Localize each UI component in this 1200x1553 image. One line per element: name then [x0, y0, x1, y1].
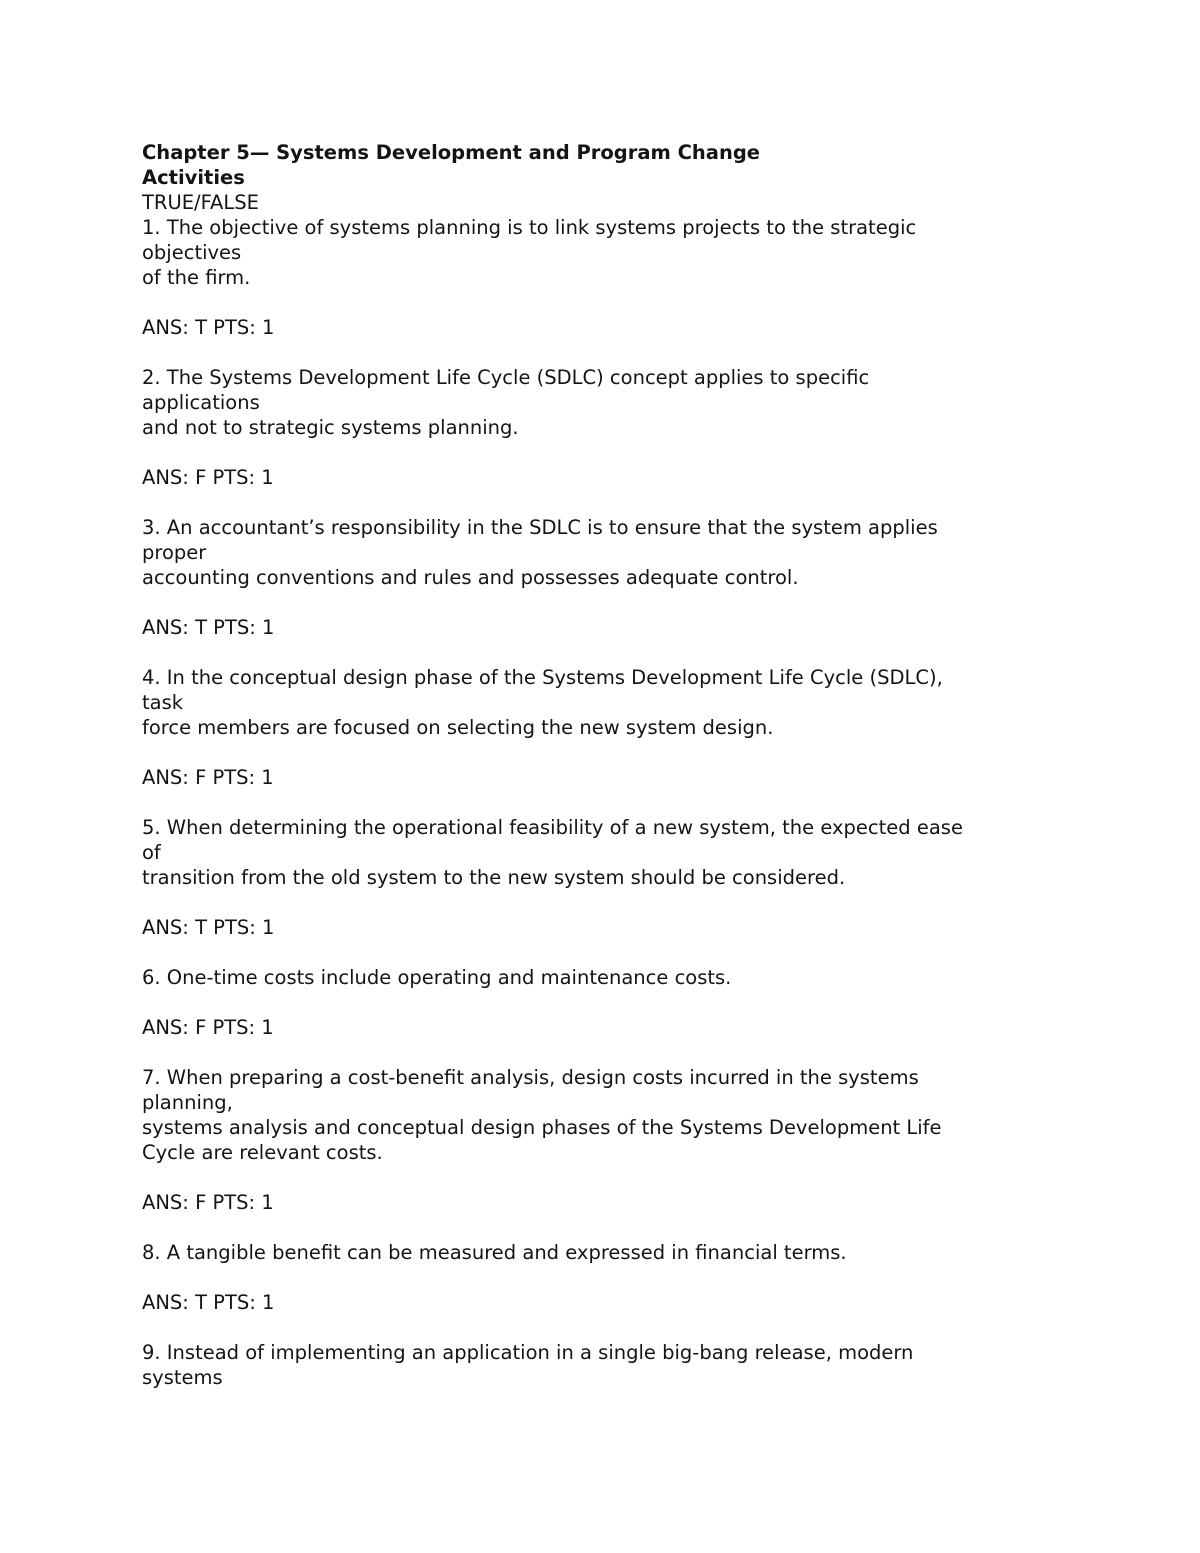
- question-text-line: transition from the old system to the new system should be considered.: [142, 866, 846, 889]
- question-text-line: systems analysis and conceptual design phases of the Systems Development Life: [142, 1116, 942, 1139]
- question-text-line: 1. The objective of systems planning is to link systems projects to the strategic: [142, 216, 917, 239]
- question-text-line: force members are focused on selecting the new system design.: [142, 716, 774, 739]
- answer-line: ANS: T PTS: 1: [142, 916, 275, 939]
- question-list: [142, 215, 1072, 1390]
- document-page: [142, 140, 1072, 1390]
- question-text-line: Cycle are relevant costs.: [142, 1141, 383, 1164]
- question-text-line: systems: [142, 1366, 223, 1389]
- question-text-line: 2. The Systems Development Life Cycle (SDLC) concept applies to specific: [142, 366, 870, 389]
- question-item: [142, 1340, 1072, 1390]
- section-heading: TRUE/FALSE: [142, 191, 259, 214]
- question-item: [142, 515, 1072, 640]
- question-text-line: applications: [142, 391, 260, 414]
- answer-line: ANS: F PTS: 1: [142, 1191, 274, 1214]
- question-text-line: of the firm.: [142, 266, 251, 289]
- question-text-line: and not to strategic systems planning.: [142, 416, 519, 439]
- question-text-line: of: [142, 841, 161, 864]
- question-text-line: 6. One-time costs include operating and maintenance costs.: [142, 966, 732, 989]
- answer-line: ANS: F PTS: 1: [142, 466, 274, 489]
- question-text-line: objectives: [142, 241, 242, 264]
- question-item: [142, 965, 1072, 1040]
- question-text-line: 3. An accountant’s responsibility in the SDLC is to ensure that the system applies: [142, 516, 938, 539]
- question-text-line: proper: [142, 541, 207, 564]
- question-text-line: task: [142, 691, 184, 714]
- answer-line: ANS: F PTS: 1: [142, 1016, 274, 1039]
- question-item: [142, 215, 1072, 340]
- question-item: [142, 1240, 1072, 1315]
- chapter-title-line-1: Chapter 5— Systems Development and Program Change: [142, 141, 761, 164]
- answer-line: ANS: T PTS: 1: [142, 316, 275, 339]
- question-text-line: 9. Instead of implementing an application in a single big-bang release, modern: [142, 1341, 914, 1364]
- question-text-line: 8. A tangible benefit can be measured and expressed in financial terms.: [142, 1241, 847, 1264]
- question-text-line: 5. When determining the operational feasibility of a new system, the expected ease: [142, 816, 963, 839]
- answer-line: ANS: F PTS: 1: [142, 766, 274, 789]
- question-item: [142, 665, 1072, 790]
- question-text-line: planning,: [142, 1091, 233, 1114]
- question-text-line: accounting conventions and rules and possesses adequate control.: [142, 566, 799, 589]
- chapter-title: [142, 140, 1072, 190]
- question-item: [142, 815, 1072, 940]
- question-item: [142, 365, 1072, 490]
- question-text-line: 7. When preparing a cost-benefit analysis, design costs incurred in the systems: [142, 1066, 919, 1089]
- question-item: [142, 1065, 1072, 1215]
- chapter-title-line-2: Activities: [142, 166, 245, 189]
- answer-line: ANS: T PTS: 1: [142, 1291, 275, 1314]
- answer-line: ANS: T PTS: 1: [142, 616, 275, 639]
- question-text-line: 4. In the conceptual design phase of the Systems Development Life Cycle (SDLC),: [142, 666, 943, 689]
